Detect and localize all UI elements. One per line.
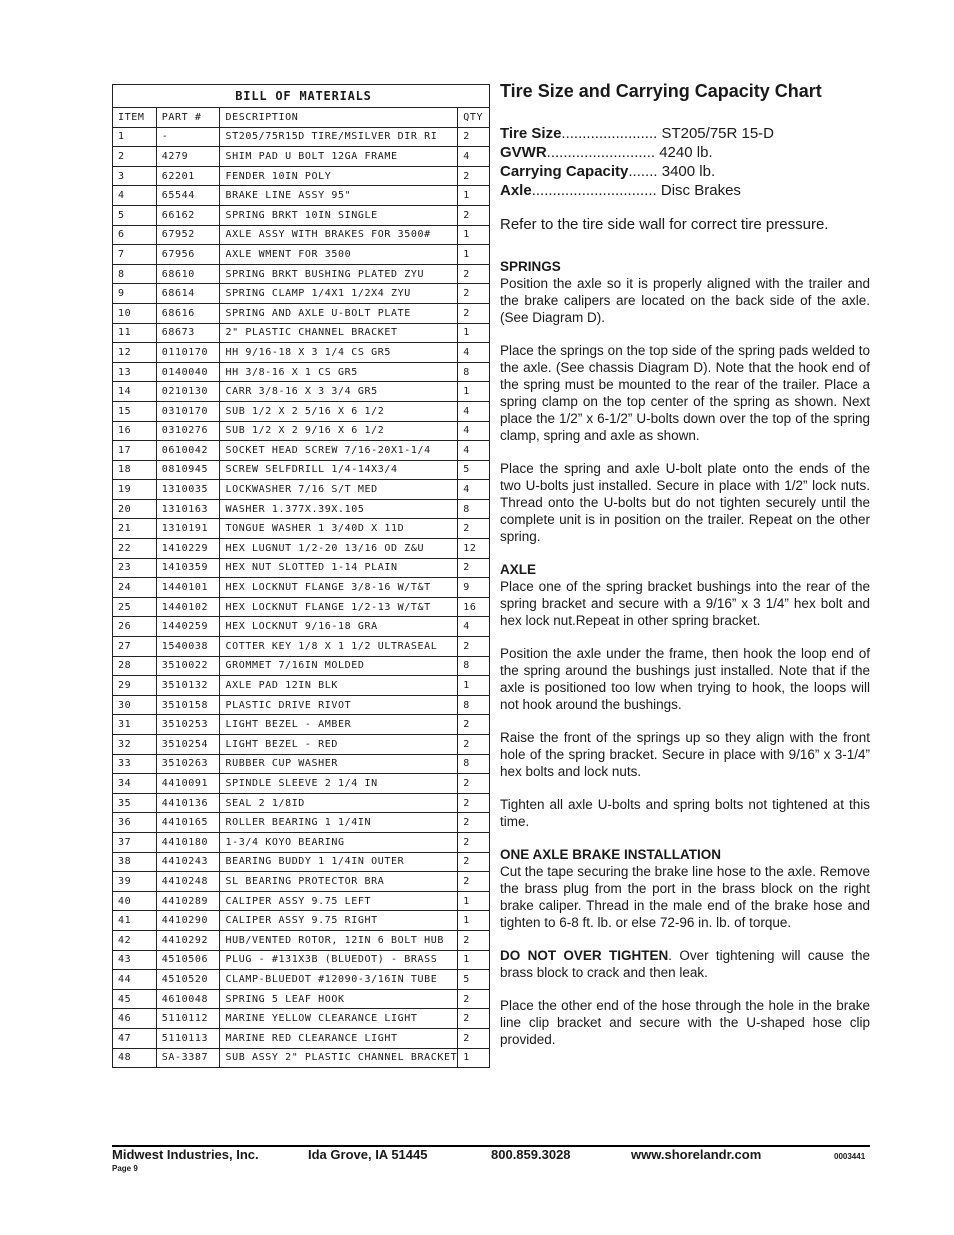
bom-cell-qty: 2: [458, 872, 490, 892]
bom-cell-item: 6: [113, 225, 157, 245]
bom-cell-qty: 4: [458, 343, 490, 363]
bom-cell-qty: 2: [458, 127, 490, 147]
bom-cell-description: HH 9/16-18 X 3 1/4 CS GR5: [220, 343, 458, 363]
bom-cell-item: 36: [113, 813, 157, 833]
bom-cell-item: 14: [113, 382, 157, 402]
bom-cell-item: 18: [113, 460, 157, 480]
table-row: [113, 637, 490, 657]
bom-cell-part: 4410290: [156, 911, 220, 931]
bom-cell-qty: 1: [458, 382, 490, 402]
bom-cell-qty: 2: [458, 832, 490, 852]
bom-cell-part: 0810945: [156, 460, 220, 480]
bom-cell-description: SPRING AND AXLE U-BOLT PLATE: [220, 303, 458, 323]
chart-title: Tire Size and Carrying Capacity Chart: [500, 81, 822, 101]
bom-cell-item: 34: [113, 774, 157, 794]
table-row: [113, 1048, 490, 1068]
tire-pressure-note: Refer to the tire side wall for correct tire pressure.: [500, 216, 829, 233]
bom-cell-part: 1310035: [156, 480, 220, 500]
spec-value: ST205/75R 15-D: [661, 125, 775, 142]
table-row: [113, 519, 490, 539]
bom-cell-description: SEAL 2 1/8ID: [220, 793, 458, 813]
bom-cell-description: CLAMP-BLUEDOT #12090-3/16IN TUBE: [220, 970, 458, 990]
bom-cell-qty: 2: [458, 1028, 490, 1048]
bom-cell-qty: 2: [458, 303, 490, 323]
bom-cell-part: 0110170: [156, 343, 220, 363]
bom-cell-qty: 8: [458, 499, 490, 519]
bom-cell-part: 1540038: [156, 637, 220, 657]
table-row: [113, 264, 490, 284]
bom-cell-description: AXLE PAD 12IN BLK: [220, 676, 458, 696]
brake-warning-bold: DO NOT OVER TIGHTEN: [500, 948, 669, 963]
bom-cell-part: 4410289: [156, 891, 220, 911]
bom-cell-item: 19: [113, 480, 157, 500]
brake-warning-paragraph: [500, 947, 870, 981]
bom-cell-description: SPINDLE SLEEVE 2 1/4 IN: [220, 774, 458, 794]
bom-cell-item: 15: [113, 401, 157, 421]
bom-cell-qty: 8: [458, 695, 490, 715]
table-row: [113, 166, 490, 186]
bom-cell-qty: 4: [458, 401, 490, 421]
bom-cell-item: 29: [113, 676, 157, 696]
table-row: [113, 147, 490, 167]
bom-cell-item: 37: [113, 832, 157, 852]
bom-cell-part: 4410091: [156, 774, 220, 794]
table-row: [113, 715, 490, 735]
bom-cell-part: 3510022: [156, 656, 220, 676]
bom-cell-description: MARINE YELLOW CLEARANCE LIGHT: [220, 1009, 458, 1029]
table-row: [113, 1009, 490, 1029]
bom-cell-part: 4410292: [156, 930, 220, 950]
bom-cell-description: CALIPER ASSY 9.75 RIGHT: [220, 911, 458, 931]
bom-cell-part: 5110113: [156, 1028, 220, 1048]
footer-phone: 800.859.3028: [491, 1147, 571, 1162]
footer-company: Midwest Industries, Inc.: [112, 1147, 259, 1162]
bom-cell-item: 21: [113, 519, 157, 539]
table-row: [113, 284, 490, 304]
table-row: [113, 362, 490, 382]
right-column: [500, 80, 870, 1064]
table-row: [113, 539, 490, 559]
table-row: [113, 245, 490, 265]
bom-cell-description: GROMMET 7/16IN MOLDED: [220, 656, 458, 676]
bom-cell-item: 5: [113, 205, 157, 225]
bom-cell-description: SPRING BRKT BUSHING PLATED ZYU: [220, 264, 458, 284]
brake-heading: ONE AXLE BRAKE INSTALLATION: [500, 847, 721, 862]
bom-cell-part: 4410165: [156, 813, 220, 833]
bom-cell-description: SUB 1/2 X 2 5/16 X 6 1/2: [220, 401, 458, 421]
table-row: [113, 656, 490, 676]
bom-cell-description: TONGUE WASHER 1 3/40D X 11D: [220, 519, 458, 539]
bom-cell-part: 68673: [156, 323, 220, 343]
brake-warning-text: . Over tightening will cause the brass block to crack and then leak.: [500, 948, 870, 980]
bom-cell-description: SUB ASSY 2" PLASTIC CHANNEL BRACKET: [220, 1048, 458, 1068]
bom-cell-description: SHIM PAD U BOLT 12GA FRAME: [220, 147, 458, 167]
bom-cell-qty: 8: [458, 754, 490, 774]
bom-cell-part: 0310276: [156, 421, 220, 441]
bom-cell-description: HEX NUT SLOTTED 1-14 PLAIN: [220, 558, 458, 578]
table-row: [113, 989, 490, 1009]
bom-cell-description: 2" PLASTIC CHANNEL BRACKET: [220, 323, 458, 343]
bom-cell-item: 32: [113, 735, 157, 755]
spec-label: Axle: [500, 182, 532, 199]
bom-body: [113, 127, 490, 1068]
bom-cell-part: 1440259: [156, 617, 220, 637]
table-row: [113, 1028, 490, 1048]
bom-cell-qty: 4: [458, 441, 490, 461]
bom-cell-qty: 5: [458, 460, 490, 480]
bom-cell-item: 28: [113, 656, 157, 676]
bom-cell-part: 1440102: [156, 597, 220, 617]
bom-cell-description: FENDER 10IN POLY: [220, 166, 458, 186]
bom-cell-item: 7: [113, 245, 157, 265]
brake-paragraph-3: Place the other end of the hose through the hole in the brake line clip bracket and secure with the U-shaped hose clip provided.: [500, 998, 870, 1047]
bom-cell-item: 17: [113, 441, 157, 461]
bom-cell-item: 9: [113, 284, 157, 304]
bom-cell-qty: 9: [458, 578, 490, 598]
bom-cell-item: 26: [113, 617, 157, 637]
bom-cell-item: 12: [113, 343, 157, 363]
bom-cell-part: -: [156, 127, 220, 147]
bom-cell-item: 3: [113, 166, 157, 186]
bom-cell-description: ROLLER BEARING 1 1/4IN: [220, 813, 458, 833]
table-row: [113, 676, 490, 696]
table-row: [113, 911, 490, 931]
bom-cell-qty: 2: [458, 1009, 490, 1029]
footer-doc-number: 0003441: [834, 1152, 866, 1161]
bom-cell-part: 1310191: [156, 519, 220, 539]
bom-cell-part: 1410359: [156, 558, 220, 578]
axle-paragraph-3: Raise the front of the springs up so they align with the front hole of the spring bracket. Secure in place with 9/16” x 3-1/4” hex bolts and lock nuts.: [500, 730, 870, 779]
spec-line: [500, 143, 870, 162]
table-row: [113, 499, 490, 519]
bom-cell-qty: 1: [458, 676, 490, 696]
bom-cell-item: 39: [113, 872, 157, 892]
table-row: [113, 735, 490, 755]
bom-cell-description: PLASTIC DRIVE RIVOT: [220, 695, 458, 715]
bom-cell-qty: 2: [458, 774, 490, 794]
bom-cell-qty: 1: [458, 1048, 490, 1068]
bom-cell-item: 23: [113, 558, 157, 578]
bom-cell-qty: 2: [458, 930, 490, 950]
springs-paragraph-1: Position the axle so it is properly aligned with the trailer and the brake calipers are located on the back side of the axle. (See Diagram D).: [500, 276, 870, 325]
bom-cell-part: 0210130: [156, 382, 220, 402]
bom-cell-description: LOCKWASHER 7/16 S/T MED: [220, 480, 458, 500]
spec-label: GVWR: [500, 144, 547, 161]
bom-cell-item: 25: [113, 597, 157, 617]
bom-cell-item: 24: [113, 578, 157, 598]
bom-cell-part: 4410180: [156, 832, 220, 852]
table-row: [113, 597, 490, 617]
bom-cell-part: 0140040: [156, 362, 220, 382]
springs-heading: SPRINGS: [500, 259, 561, 274]
table-row: [113, 891, 490, 911]
bom-cell-qty: 2: [458, 793, 490, 813]
table-row: [113, 832, 490, 852]
bom-cell-item: 16: [113, 421, 157, 441]
footer-website: www.shorelandr.com: [631, 1147, 762, 1162]
bom-cell-qty: 8: [458, 362, 490, 382]
bom-cell-description: SL BEARING PROTECTOR BRA: [220, 872, 458, 892]
spec-value: 4240 lb.: [659, 144, 713, 161]
table-row: [113, 401, 490, 421]
bom-header-part: PART #: [156, 108, 220, 128]
axle-paragraph-1: Place one of the spring bracket bushings into the rear of the spring bracket and secure with a 9/16” x 3 1/4” hex bolt and hex lock nut.Repeat in other spring bracket.: [500, 579, 870, 628]
bom-cell-part: 4510506: [156, 950, 220, 970]
bom-cell-qty: 1: [458, 950, 490, 970]
bom-header-item: ITEM: [113, 108, 157, 128]
bom-cell-description: BRAKE LINE ASSY 95": [220, 186, 458, 206]
bom-cell-part: 67952: [156, 225, 220, 245]
bom-cell-description: ST205/75R15D TIRE/MSILVER DIR RI: [220, 127, 458, 147]
brake-paragraph-1: Cut the tape securing the brake line hose to the axle. Remove the brass plug from the port in the brass block on the right brake caliper. Thread in the male end of the brake hose and tighten to 6-8 ft. lb. or else 72-96 in. lb. of torque.: [500, 864, 870, 930]
table-row: [113, 754, 490, 774]
spec-label: Carrying Capacity: [500, 163, 629, 180]
bom-cell-description: AXLE ASSY WITH BRAKES FOR 3500#: [220, 225, 458, 245]
table-row: [113, 695, 490, 715]
bom-header-qty: QTY: [458, 108, 490, 128]
table-row: [113, 813, 490, 833]
spec-line: [500, 124, 870, 143]
bom-cell-item: 35: [113, 793, 157, 813]
table-row: [113, 872, 490, 892]
bom-cell-part: 1440101: [156, 578, 220, 598]
bom-cell-part: SA-3387: [156, 1048, 220, 1068]
table-row: [113, 852, 490, 872]
bom-cell-qty: 2: [458, 637, 490, 657]
bom-cell-description: HH 3/8-16 X 1 CS GR5: [220, 362, 458, 382]
bom-cell-description: SCREW SELFDRILL 1/4-14X3/4: [220, 460, 458, 480]
springs-paragraph-2: Place the springs on the top side of the spring pads welded to the axle. (See chassis Diagram D). Note that the hook end of the spring must be mounted to the rear of the trailer. Place a spring clamp on the top center of the spring as shown. Next place the 1/2” x 6-1/2” U-bolts down over the top of the spring clamp, spring and axle as shown.: [500, 343, 870, 443]
bom-cell-part: 4410248: [156, 872, 220, 892]
table-row: [113, 205, 490, 225]
bom-cell-item: 45: [113, 989, 157, 1009]
footer-city: Ida Grove, IA 51445: [308, 1147, 428, 1162]
spec-list: [500, 124, 870, 200]
bom-cell-item: 2: [113, 147, 157, 167]
bom-cell-item: 42: [113, 930, 157, 950]
table-row: [113, 343, 490, 363]
bom-cell-part: 5110112: [156, 1009, 220, 1029]
bom-cell-qty: 16: [458, 597, 490, 617]
bom-cell-item: 43: [113, 950, 157, 970]
spec-dots: ..............................: [531, 182, 657, 199]
bom-cell-part: 3510132: [156, 676, 220, 696]
bom-cell-description: WASHER 1.377X.39X.105: [220, 499, 458, 519]
bom-cell-item: 11: [113, 323, 157, 343]
bom-cell-description: BEARING BUDDY 1 1/4IN OUTER: [220, 852, 458, 872]
bom-cell-item: 41: [113, 911, 157, 931]
bom-cell-part: 68614: [156, 284, 220, 304]
spec-line: [500, 162, 870, 181]
bom-cell-description: 1-3/4 KOYO BEARING: [220, 832, 458, 852]
bom-cell-description: SUB 1/2 X 2 9/16 X 6 1/2: [220, 421, 458, 441]
bom-cell-qty: 2: [458, 813, 490, 833]
bom-cell-description: COTTER KEY 1/8 X 1 1/2 ULTRASEAL: [220, 637, 458, 657]
table-row: [113, 186, 490, 206]
bom-cell-description: CALIPER ASSY 9.75 LEFT: [220, 891, 458, 911]
bom-cell-qty: 4: [458, 617, 490, 637]
table-row: [113, 303, 490, 323]
bom-cell-description: RUBBER CUP WASHER: [220, 754, 458, 774]
bom-cell-qty: 2: [458, 519, 490, 539]
bom-cell-description: LIGHT BEZEL - RED: [220, 735, 458, 755]
bom-cell-part: 66162: [156, 205, 220, 225]
table-row: [113, 793, 490, 813]
axle-paragraph-4: Tighten all axle U-bolts and spring bolts not tightened at this time.: [500, 797, 870, 829]
axle-heading: AXLE: [500, 562, 537, 577]
bom-cell-qty: 2: [458, 264, 490, 284]
bom-cell-item: 10: [113, 303, 157, 323]
bom-cell-item: 27: [113, 637, 157, 657]
bom-cell-description: HEX LOCKNUT FLANGE 1/2-13 W/T&T: [220, 597, 458, 617]
bom-cell-qty: 2: [458, 715, 490, 735]
bom-cell-description: MARINE RED CLEARANCE LIGHT: [220, 1028, 458, 1048]
bom-cell-item: 30: [113, 695, 157, 715]
bom-cell-part: 4410136: [156, 793, 220, 813]
bom-cell-description: HEX LOCKNUT 9/16-18 GRA: [220, 617, 458, 637]
springs-paragraph-3: Place the spring and axle U-bolt plate onto the ends of the two U-bolts just installed. Secure in place with 1/2” lock nuts. Thread onto the U-bolts but do not tighten securely until the complete unit is in position on the trailer. Repeat on the other spring.: [500, 461, 870, 544]
bom-cell-description: SPRING 5 LEAF HOOK: [220, 989, 458, 1009]
bom-cell-item: 46: [113, 1009, 157, 1029]
bom-cell-qty: 2: [458, 558, 490, 578]
bom-cell-qty: 2: [458, 735, 490, 755]
bom-cell-qty: 1: [458, 186, 490, 206]
bom-cell-part: 67956: [156, 245, 220, 265]
table-row: [113, 774, 490, 794]
bom-cell-description: SPRING CLAMP 1/4X1 1/2X4 ZYU: [220, 284, 458, 304]
bom-cell-description: SPRING BRKT 10IN SINGLE: [220, 205, 458, 225]
bom-cell-part: 4410243: [156, 852, 220, 872]
table-row: [113, 323, 490, 343]
bom-cell-qty: 4: [458, 480, 490, 500]
bom-cell-description: SOCKET HEAD SCREW 7/16-20X1-1/4: [220, 441, 458, 461]
bom-cell-qty: 1: [458, 891, 490, 911]
bom-cell-qty: 4: [458, 421, 490, 441]
bom-cell-part: 0310170: [156, 401, 220, 421]
bom-cell-part: 68616: [156, 303, 220, 323]
bom-cell-description: HEX LOCKNUT FLANGE 3/8-16 W/T&T: [220, 578, 458, 598]
bom-cell-part: 1410229: [156, 539, 220, 559]
bom-title: BILL OF MATERIALS: [113, 85, 490, 108]
table-row: [113, 460, 490, 480]
bom-cell-description: HEX LUGNUT 1/2-20 13/16 OD Z&U: [220, 539, 458, 559]
bom-cell-description: AXLE WMENT FOR 3500: [220, 245, 458, 265]
bom-cell-qty: 8: [458, 656, 490, 676]
bom-cell-part: 62201: [156, 166, 220, 186]
bom-cell-part: 65544: [156, 186, 220, 206]
table-row: [113, 441, 490, 461]
bom-cell-item: 33: [113, 754, 157, 774]
axle-paragraph-2: Position the axle under the frame, then hook the loop end of the spring around the bushings just installed. Note that if the axle is positioned too low when trying to hook, the loops will not hook around the bushings.: [500, 646, 870, 712]
bom-cell-qty: 12: [458, 539, 490, 559]
table-row: [113, 950, 490, 970]
bom-cell-description: PLUG - #131X3B (BLUEDOT) - BRASS: [220, 950, 458, 970]
bom-cell-description: CARR 3/8-16 X 3 3/4 GR5: [220, 382, 458, 402]
bom-cell-item: 47: [113, 1028, 157, 1048]
table-row: [113, 225, 490, 245]
bom-cell-item: 22: [113, 539, 157, 559]
table-row: [113, 382, 490, 402]
bom-cell-qty: 2: [458, 852, 490, 872]
bom-header-description: DESCRIPTION: [220, 108, 458, 128]
table-row: [113, 558, 490, 578]
bom-cell-item: 48: [113, 1048, 157, 1068]
bom-cell-item: 20: [113, 499, 157, 519]
table-row: [113, 480, 490, 500]
bom-cell-qty: 2: [458, 989, 490, 1009]
table-row: [113, 617, 490, 637]
bom-cell-qty: 2: [458, 284, 490, 304]
bom-cell-item: 8: [113, 264, 157, 284]
bom-cell-qty: 1: [458, 911, 490, 931]
bom-cell-item: 44: [113, 970, 157, 990]
bom-cell-qty: 4: [458, 147, 490, 167]
spec-line: [500, 181, 870, 200]
spec-value: 3400 lb.: [661, 163, 716, 180]
bom-cell-qty: 1: [458, 245, 490, 265]
table-row: [113, 421, 490, 441]
bom-cell-part: 3510158: [156, 695, 220, 715]
bom-cell-part: 68610: [156, 264, 220, 284]
spec-dots: ..........................: [546, 144, 656, 161]
spec-label: Tire Size: [500, 125, 562, 142]
spec-dots: .......: [628, 163, 658, 180]
bom-cell-qty: 1: [458, 225, 490, 245]
bom-cell-part: 0610042: [156, 441, 220, 461]
table-row: [113, 930, 490, 950]
bom-cell-qty: 5: [458, 970, 490, 990]
bom-cell-item: 31: [113, 715, 157, 735]
bom-cell-description: LIGHT BEZEL - AMBER: [220, 715, 458, 735]
bom-cell-part: 4279: [156, 147, 220, 167]
table-row: [113, 127, 490, 147]
bom-cell-qty: 2: [458, 205, 490, 225]
bom-cell-description: HUB/VENTED ROTOR, 12IN 6 BOLT HUB: [220, 930, 458, 950]
table-row: [113, 578, 490, 598]
bom-cell-part: 4610048: [156, 989, 220, 1009]
page-number: Page 9: [112, 1164, 138, 1173]
bom-cell-item: 13: [113, 362, 157, 382]
spec-dots: .......................: [561, 125, 658, 142]
bom-cell-item: 38: [113, 852, 157, 872]
bom-cell-item: 4: [113, 186, 157, 206]
spec-value: Disc Brakes: [660, 182, 741, 199]
bill-of-materials-table: [112, 84, 490, 1068]
table-row: [113, 970, 490, 990]
bom-cell-part: 3510253: [156, 715, 220, 735]
bom-cell-part: 3510254: [156, 735, 220, 755]
bom-cell-qty: 2: [458, 166, 490, 186]
bom-cell-part: 3510263: [156, 754, 220, 774]
bom-cell-qty: 1: [458, 323, 490, 343]
bom-cell-item: 40: [113, 891, 157, 911]
bom-cell-part: 1310163: [156, 499, 220, 519]
bom-cell-part: 4510520: [156, 970, 220, 990]
bom-cell-item: 1: [113, 127, 157, 147]
